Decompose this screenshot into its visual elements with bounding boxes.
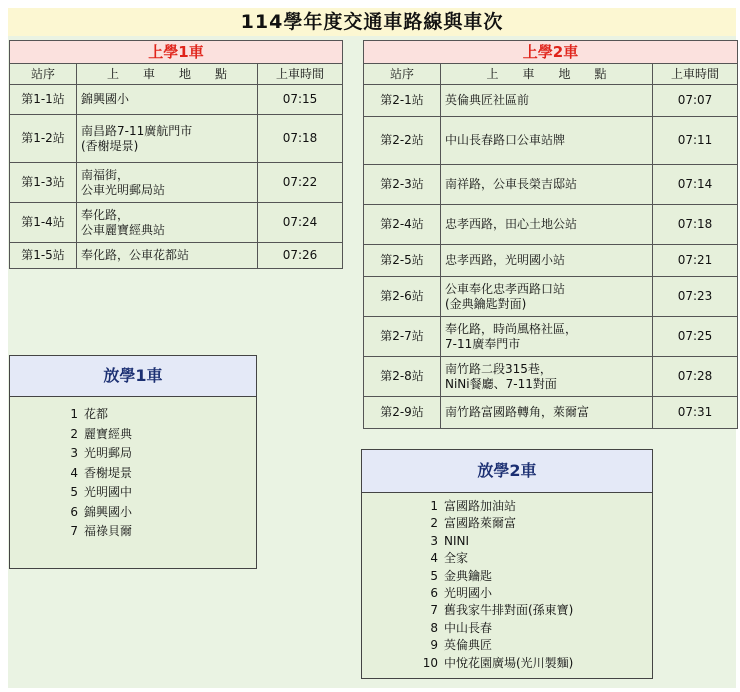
- stop-location: 奉化路，公車花都站: [77, 243, 258, 269]
- stop-name: 富國路萊爾富: [444, 516, 517, 531]
- col-header-location: 上 車 地 點: [441, 64, 653, 85]
- list-item: [422, 533, 652, 550]
- stop-number: 第2-4站: [364, 205, 441, 245]
- stop-time: 07:23: [653, 277, 738, 317]
- stop-time: 07:22: [258, 163, 343, 203]
- col-header-stop: 站序: [364, 64, 441, 85]
- stop-number: 第2-2站: [364, 117, 441, 165]
- list-item: [68, 522, 256, 542]
- table-row: [364, 205, 738, 245]
- table-row: [364, 277, 738, 317]
- stop-order-number: 10: [422, 655, 438, 670]
- stop-number: 第1-3站: [10, 163, 77, 203]
- stop-order-number: 7: [430, 603, 438, 618]
- stop-name: 中悅花園廣場(光川製麵): [444, 655, 574, 670]
- stop-name: 光明國小: [444, 585, 493, 600]
- list-item: [422, 637, 652, 654]
- table-row: [10, 203, 343, 243]
- stop-order-number: 2: [70, 426, 78, 441]
- table-row: [10, 243, 343, 269]
- stop-order-number: 3: [70, 446, 78, 460]
- stop-order-number: 1: [430, 499, 438, 513]
- list-item: [68, 464, 256, 484]
- stop-location: 英倫典匠社區前: [441, 85, 653, 117]
- col-header-location: 上 車 地 點: [77, 64, 258, 85]
- morning-bus-2-table: [363, 40, 738, 429]
- page-title: 114學年度交通車路線與車次: [8, 8, 736, 36]
- stop-order-number: 5: [70, 485, 78, 499]
- stop-order-number: 4: [430, 551, 438, 566]
- afternoon-bus-1-title: 放學1車: [10, 356, 256, 397]
- stop-name: 福祿貝爾: [84, 524, 133, 538]
- morning-bus-1-table: [9, 40, 343, 269]
- stop-location: 中山長春路口公車站牌: [441, 117, 653, 165]
- stop-name: 英倫典匠: [444, 638, 493, 653]
- stop-name: NINI: [444, 533, 470, 548]
- stop-name: 光明郵局: [84, 446, 133, 460]
- stop-location: 南昌路7-11廣航門市 (香榭堤景): [77, 115, 258, 163]
- stop-location: 南竹路二段315巷， NiNi餐廳、7-11對面: [441, 357, 653, 397]
- list-item: [422, 655, 652, 672]
- stop-time: 07:21: [653, 245, 738, 277]
- col-header-time: 上車時間: [258, 64, 343, 85]
- stop-name: 香榭堤景: [84, 465, 133, 480]
- table-row: [10, 115, 343, 163]
- stop-number: 第2-7站: [364, 317, 441, 357]
- stop-time: 07:26: [258, 243, 343, 269]
- list-item: [422, 620, 652, 637]
- stop-name: 錦興國小: [84, 504, 133, 519]
- stop-location: 南竹路富國路轉角，萊爾富: [441, 397, 653, 429]
- stop-name: 金典鑰匙: [444, 568, 493, 583]
- list-item: [68, 483, 256, 503]
- morning-bus-2-title: 上學2車: [364, 41, 738, 64]
- stop-location: 奉化路， 公車麗寶經典站: [77, 203, 258, 243]
- afternoon-bus-2-box: [361, 449, 653, 679]
- list-item: [68, 425, 256, 445]
- stop-time: 07:31: [653, 397, 738, 429]
- stop-time: 07:11: [653, 117, 738, 165]
- afternoon-bus-1-stops: [10, 397, 256, 542]
- stop-name: 富國路加油站: [444, 499, 517, 513]
- stop-order-number: 6: [70, 504, 78, 519]
- list-item: [422, 550, 652, 567]
- list-item: [422, 568, 652, 585]
- table-row: [364, 397, 738, 429]
- stop-number: 第2-8站: [364, 357, 441, 397]
- table-row: [10, 85, 343, 115]
- stop-order-number: 8: [430, 620, 438, 635]
- stop-order-number: 4: [70, 465, 78, 480]
- afternoon-bus-2-title: 放學2車: [362, 450, 652, 493]
- col-header-time: 上車時間: [653, 64, 738, 85]
- stop-time: 07:24: [258, 203, 343, 243]
- stop-time: 07:14: [653, 165, 738, 205]
- stop-location: 忠孝西路，光明國小站: [441, 245, 653, 277]
- stop-number: 第1-1站: [10, 85, 77, 115]
- stop-time: 07:15: [258, 85, 343, 115]
- stop-location: 南祥路，公車長榮吉邸站: [441, 165, 653, 205]
- stop-time: 07:18: [258, 115, 343, 163]
- list-item: [68, 444, 256, 464]
- stop-name: 舊我家牛排對面(孫東寶): [444, 603, 574, 618]
- stop-number: 第2-6站: [364, 277, 441, 317]
- table-row: [364, 245, 738, 277]
- stop-number: 第1-5站: [10, 243, 77, 269]
- stop-order-number: 6: [430, 585, 438, 600]
- stop-time: 07:18: [653, 205, 738, 245]
- stop-number: 第2-9站: [364, 397, 441, 429]
- list-item: [422, 602, 652, 619]
- stop-number: 第1-4站: [10, 203, 77, 243]
- stop-location: 錦興國小: [77, 85, 258, 115]
- stop-name: 麗寶經典: [84, 426, 133, 441]
- list-item: [422, 515, 652, 532]
- afternoon-bus-1-box: [9, 355, 257, 569]
- stop-order-number: 2: [430, 516, 438, 531]
- list-item: [68, 503, 256, 523]
- stop-time: 07:25: [653, 317, 738, 357]
- stop-number: 第2-5站: [364, 245, 441, 277]
- stop-location: 南福街， 公車光明郵局站: [77, 163, 258, 203]
- col-header-stop: 站序: [10, 64, 77, 85]
- stop-name: 光明國中: [84, 485, 133, 499]
- table-row: [364, 317, 738, 357]
- table-row: [364, 357, 738, 397]
- table-row: [364, 85, 738, 117]
- stop-location: 公車奉化忠孝西路口站 (金典鑰匙對面): [441, 277, 653, 317]
- stop-name: 花都: [84, 407, 109, 421]
- stop-order-number: 3: [430, 533, 438, 548]
- stop-location: 奉化路，時尚風格社區， 7-11廣奉門市: [441, 317, 653, 357]
- stop-name: 中山長春: [444, 620, 493, 635]
- list-item: [68, 405, 256, 425]
- stop-number: 第2-1站: [364, 85, 441, 117]
- stop-number: 第2-3站: [364, 165, 441, 205]
- stop-location: 忠孝西路，田心土地公站: [441, 205, 653, 245]
- table-row: [10, 163, 343, 203]
- stop-number: 第1-2站: [10, 115, 77, 163]
- afternoon-bus-2-stops: [362, 493, 652, 672]
- stop-order-number: 7: [70, 524, 78, 538]
- table-row: [364, 117, 738, 165]
- list-item: [422, 585, 652, 602]
- stop-order-number: 5: [430, 568, 438, 583]
- stop-time: 07:07: [653, 85, 738, 117]
- table-row: [364, 165, 738, 205]
- list-item: [422, 498, 652, 515]
- stop-order-number: 1: [70, 407, 78, 421]
- stop-order-number: 9: [430, 638, 438, 653]
- morning-bus-1-title: 上學1車: [10, 41, 343, 64]
- stop-name: 全家: [444, 551, 469, 566]
- stop-time: 07:28: [653, 357, 738, 397]
